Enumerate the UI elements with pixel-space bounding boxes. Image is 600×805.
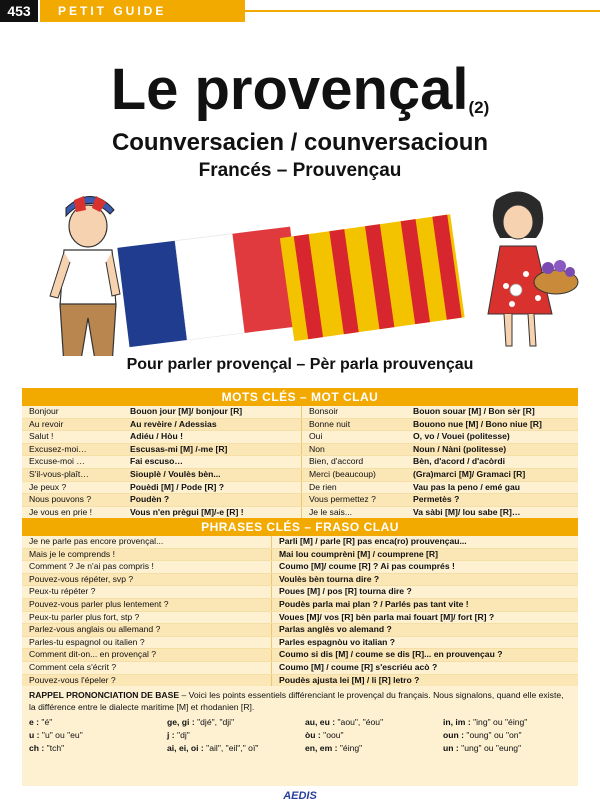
pronunciation-key: oun : [443,730,464,740]
pronunciation-value: "u" ou "eu" [41,730,83,740]
title-main: Le provençal [110,57,469,122]
french-phrase: Pouvez-vous répéter, svp ? [22,574,272,586]
provencal-phrase: Parlas anglès vo alemand ? [279,624,392,635]
french-term: Je le sais... [309,506,352,517]
pronunciation-value: "é" [41,717,53,727]
mots-cles-rows [22,406,578,519]
french-term: Non [309,443,325,454]
french-phrase: Comment dit-on... en provençal ? [22,649,272,661]
provencal-phrase: Parles espagnòu vo italian ? [279,636,396,647]
pronunciation-item [29,730,167,743]
table-row [22,662,578,675]
pronunciation-grid [29,717,571,756]
french-phrase: Parlez-vous anglais ou allemand ? [22,624,272,636]
illustration [0,186,600,356]
provencal-term: Vous n'en prègui [M]/-e [R] ! [123,507,302,519]
pronunciation-key: ge, gi : [167,717,195,727]
pronunciation-value: "éing" [339,743,363,753]
french-term: Bonsoir [309,406,339,416]
pronunciation-key: au, eu : [305,717,336,727]
provencal-phrase: Mai lou coumprèni [M] / coumprene [R] [279,548,438,559]
languages-line: Francés – Prouvençau [198,160,402,181]
mots-cles-heading: MOTS CLÉS – MOT CLAU [22,388,578,406]
provencal-term: O, vo / Vouei (politesse) [413,431,510,442]
provencal-phrase: Coumo si dis [M] / coume se dis [R]... en prouvençau ? [279,649,503,660]
pronunciation-value: "oou" [323,730,344,740]
french-term: Excusez-moi… [29,443,87,454]
series-label: PETIT GUIDE [58,4,167,18]
pronunciation-item [167,717,305,730]
page-title [0,58,600,136]
pronunciation-key: u : [29,730,40,740]
provencal-term: Adiéu / Hòu ! [123,431,302,443]
table-row [22,649,578,662]
pronunciation-key: ai, ei, oi : [167,743,204,753]
french-term: Je vous en prie ! [29,506,93,517]
french-term: Excuse-moi … [29,456,85,467]
provencal-term: Va sàbi [M]/ lou sabe [R]… [413,506,521,517]
french-phrase: Peux-tu parler plus fort, stp ? [22,612,272,624]
french-phrase: Comment cela s'écrit ? [22,662,272,674]
french-term: Merci (beaucoup) [309,468,376,479]
table-row [22,586,578,599]
table-row [22,599,578,612]
table-row [22,482,578,495]
pronunciation-item [443,743,571,756]
tagline: Pour parler provençal – Pèr parla prouvençau [126,356,474,373]
provence-flag-icon [280,214,465,341]
top-band [0,0,600,22]
pronunciation-key: in, im : [443,717,471,727]
french-term: Bonjour [29,406,59,416]
provencal-phrase: Poudès ajusta lei [M] / li [R] letro ? [279,674,420,685]
publisher-logo: AEDIS [283,790,317,802]
french-phrase: Pouvez-vous parler plus lentement ? [22,599,272,611]
provencal-phrase: Voues [M]/ vos [R] bèn parla mai fouart [M]/ fort [R] ? [279,611,495,622]
table-row [22,431,578,444]
french-phrase: Pouvez-vous l'épeler ? [22,675,272,687]
provencal-term: Vau pas la peno / emé gau [413,481,520,492]
boy-figure-icon [50,196,120,356]
page-number: 453 [0,0,38,22]
provencal-term: Bèn, d'acord / d'acòrdi [413,456,505,467]
french-term: De rien [309,481,337,492]
french-term: Vous permettez ? [309,494,376,505]
phrases-cles-rows [22,536,578,687]
pronunciation-item [29,743,167,756]
pronunciation-item [29,717,167,730]
pronunciation-key: j : [167,730,175,740]
pronunciation-value: "dj" [177,730,190,740]
pronunciation-item [305,730,443,743]
provencal-phrase: Voulès bèn tourna dire ? [279,573,380,584]
provencal-term: Noun / Nàni (politesse) [413,443,507,454]
rappel-text: – Voici les points essentiels différenciant le provençal du français. Nous signalons, quand elle existe, la différence entre le dialecte maritime [M] et rhodanien [R]. [29,690,564,712]
provencal-term: Siouplè / Voulès bèn... [123,469,302,481]
table-row [22,406,578,419]
provencal-term: Poudèn ? [123,494,302,506]
rappel-intro [29,690,571,713]
pronunciation-value: "ing" ou "éing" [473,717,528,727]
table-row [22,536,578,549]
table-row [22,612,578,625]
phrases-cles-section [22,518,578,685]
pronunciation-value: "aou", "éou" [337,717,384,727]
provencal-phrase: Coumo [M]/ coume [R] ? Ai pas coumprés ! [279,561,455,572]
provencal-term: Escusas-mi [M] /-me [R] [123,444,302,456]
rappel-heading: RAPPEL PRONONCIATION DE BASE [29,690,180,700]
girl-figure-icon [488,191,578,346]
french-term: S'il-vous-plaît… [29,468,89,479]
french-term: Bonne nuit [309,418,351,429]
header-rule [245,10,600,12]
french-term: Je peux ? [29,481,67,492]
table-row [22,624,578,637]
provencal-term: Au revèire / Adessias [123,419,302,431]
pronunciation-value: "ung" ou "eung" [461,743,522,753]
provencal-phrase: Poudès parla mai plan ? / Parlés pas tant vite ! [279,598,469,609]
pronunciation-item [443,717,571,730]
table-row [22,494,578,507]
pronunciation-item [305,717,443,730]
phrases-cles-heading: PHRASES CLÉS – FRASO CLAU [22,518,578,536]
pronunciation-key: òu : [305,730,321,740]
french-flag-icon [117,227,302,347]
provencal-term: Pouèdi [M] / Pode [R] ? [123,482,302,494]
provencal-term: Permetès ? [413,494,460,505]
provencal-term: Bouono nue [M] / Bono niue [R] [413,418,542,429]
provencal-term: (Gra)marci [M]/ Gramaci [R] [413,468,526,479]
french-phrase: Mais je le comprends ! [22,549,272,561]
provencal-phrase: Coumo [M] / coume [R] s'escriéu acò ? [279,661,438,672]
table-row [22,456,578,469]
pronunciation-item [305,743,443,756]
provencal-phrase: Poues [M] / pos [R] tourna dire ? [279,586,412,597]
pronunciation-item [443,730,571,743]
french-term: Oui [309,431,323,442]
pronunciation-item [167,730,305,743]
pronunciation-key: un : [443,743,459,753]
french-phrase: Peux-tu répéter ? [22,586,272,598]
mots-cles-section [22,388,578,517]
pronunciation-key: ch : [29,743,45,753]
french-term: Nous pouvons ? [29,494,92,505]
pronunciation-value: "oung" ou "on" [466,730,522,740]
rappel-section [22,686,578,786]
french-term: Salut ! [29,431,54,442]
provencal-phrase: Parli [M] / parle [R] pas enca(ro) prouvençau... [279,536,467,546]
provencal-term: Bouon souar [M] / Bon sèr [R] [413,406,535,416]
provencal-term: Bouon jour [M]/ bonjour [R] [123,406,302,418]
page-subtitle: Counversacien / counversacioun [111,129,489,156]
pronunciation-key: e : [29,717,40,727]
table-row [22,419,578,432]
pronunciation-value: "tch" [46,743,65,753]
table-row [22,574,578,587]
french-phrase: Je ne parle pas encore provençal... [22,536,272,548]
table-row [22,637,578,650]
pronunciation-value: "ail", "eil"," oï" [206,743,259,753]
french-phrase: Comment ? Je n'ai pas compris ! [22,561,272,573]
provencal-term: Fai escuso… [123,456,302,468]
french-term: Bien, d'accord [309,456,364,467]
table-row [22,469,578,482]
title-suffix: (2) [468,98,490,117]
french-phrase: Parles-tu espagnol ou italien ? [22,637,272,649]
pronunciation-item [167,743,305,756]
table-row [22,549,578,562]
table-row [22,444,578,457]
pronunciation-value: "djé", "dji" [197,717,235,727]
french-term: Au revoir [29,418,64,429]
pronunciation-key: en, em : [305,743,338,753]
table-row [22,561,578,574]
